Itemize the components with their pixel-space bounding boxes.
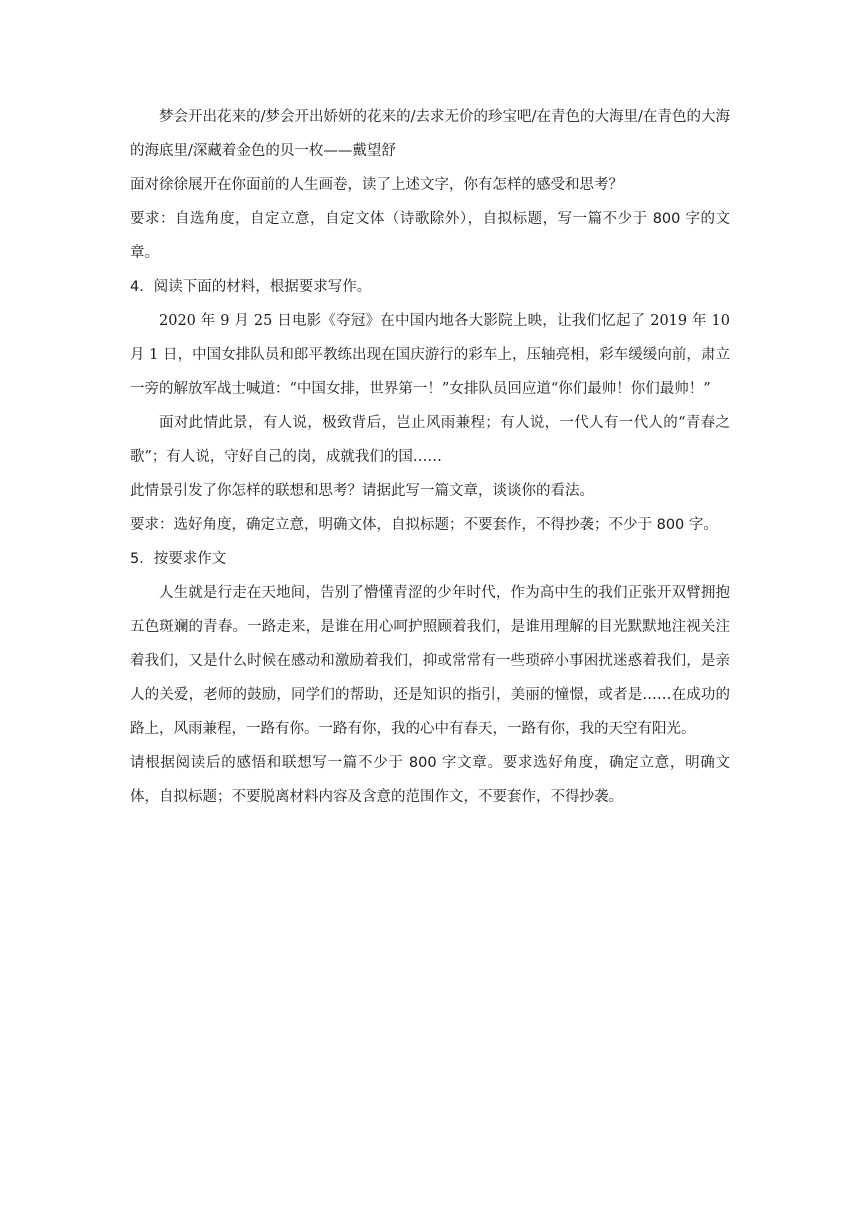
requirement-text: 要求：自选角度，自定立意，自定文体（诗歌除外），自拟标题，写一篇不少于 800 字的文章。	[130, 211, 730, 261]
item-5-requirement: 请根据阅读后的感悟和联想写一篇不少于 800 字文章。要求选好角度，确定立意，明确文体，自拟标题；不要脱离材料内容及含意的范围作文，不要套作，不得抄袭。	[130, 755, 730, 805]
item-5-material-paragraph: 人生就是行走在天地间，告别了懵懂青涩的少年时代，作为高中生的我们正张开双臂拥抱五色斑斓的青春。一路走来，是谁在用心呵护照顾着我们，是谁用理解的目光默默地注视关注着我们，又是什么时候在感动和激励着我们，抑或常常有一些琐碎小事困扰迷惑着我们，是亲人的关爱，老师的鼓励，同学们的帮助，还是知识的指引，美丽的憧憬，或者是……在成功的路上，风雨兼程，一路有你。一路有你，我的心中有春天，一路有你，我的天空有阳光。	[130, 585, 730, 737]
document-page	[130, 100, 735, 814]
item-5-heading: 5．按要求作文	[130, 551, 227, 567]
poem-paragraph: 梦会开出花来的/梦会开出娇妍的花来的/去求无价的珍宝吧/在青色的大海里/在青色的大海的海底里/深藏着金色的贝一枚——戴望舒	[130, 109, 730, 159]
question-text: 面对徐徐展开在你面前的人生画卷，读了上述文字，你有怎样的感受和思考？	[130, 177, 623, 193]
item-4-question: 此情景引发了你怎样的联想和思考？请据此写一篇文章，谈谈你的看法。	[130, 483, 594, 499]
item-4-requirement: 要求：选好角度，确定立意，明确文体，自拟标题；不要套作，不得抄袭；不少于 800 字。	[130, 517, 718, 533]
item-4-material-paragraph-2: 面对此情此景，有人说，极致背后，岂止风雨兼程；有人说，一代人有一代人的“青春之歌”；有人说，守好自己的岗，成就我们的国……	[130, 415, 730, 465]
item-4-heading: 4．阅读下面的材料，根据要求写作。	[130, 279, 372, 295]
item-4-material-paragraph-1: 2020 年 9 月 25 日电影《夺冠》在中国内地各大影院上映，让我们忆起了 2019 年 10 月 1 日，中国女排队员和郎平教练出现在国庆游行的彩车上，压轴亮相，彩车缓缓向前，肃立一旁的解放军战士喊道：“中国女排，世界第一！”女排队员回应道“你们最帅！你们最帅！”	[130, 313, 735, 397]
